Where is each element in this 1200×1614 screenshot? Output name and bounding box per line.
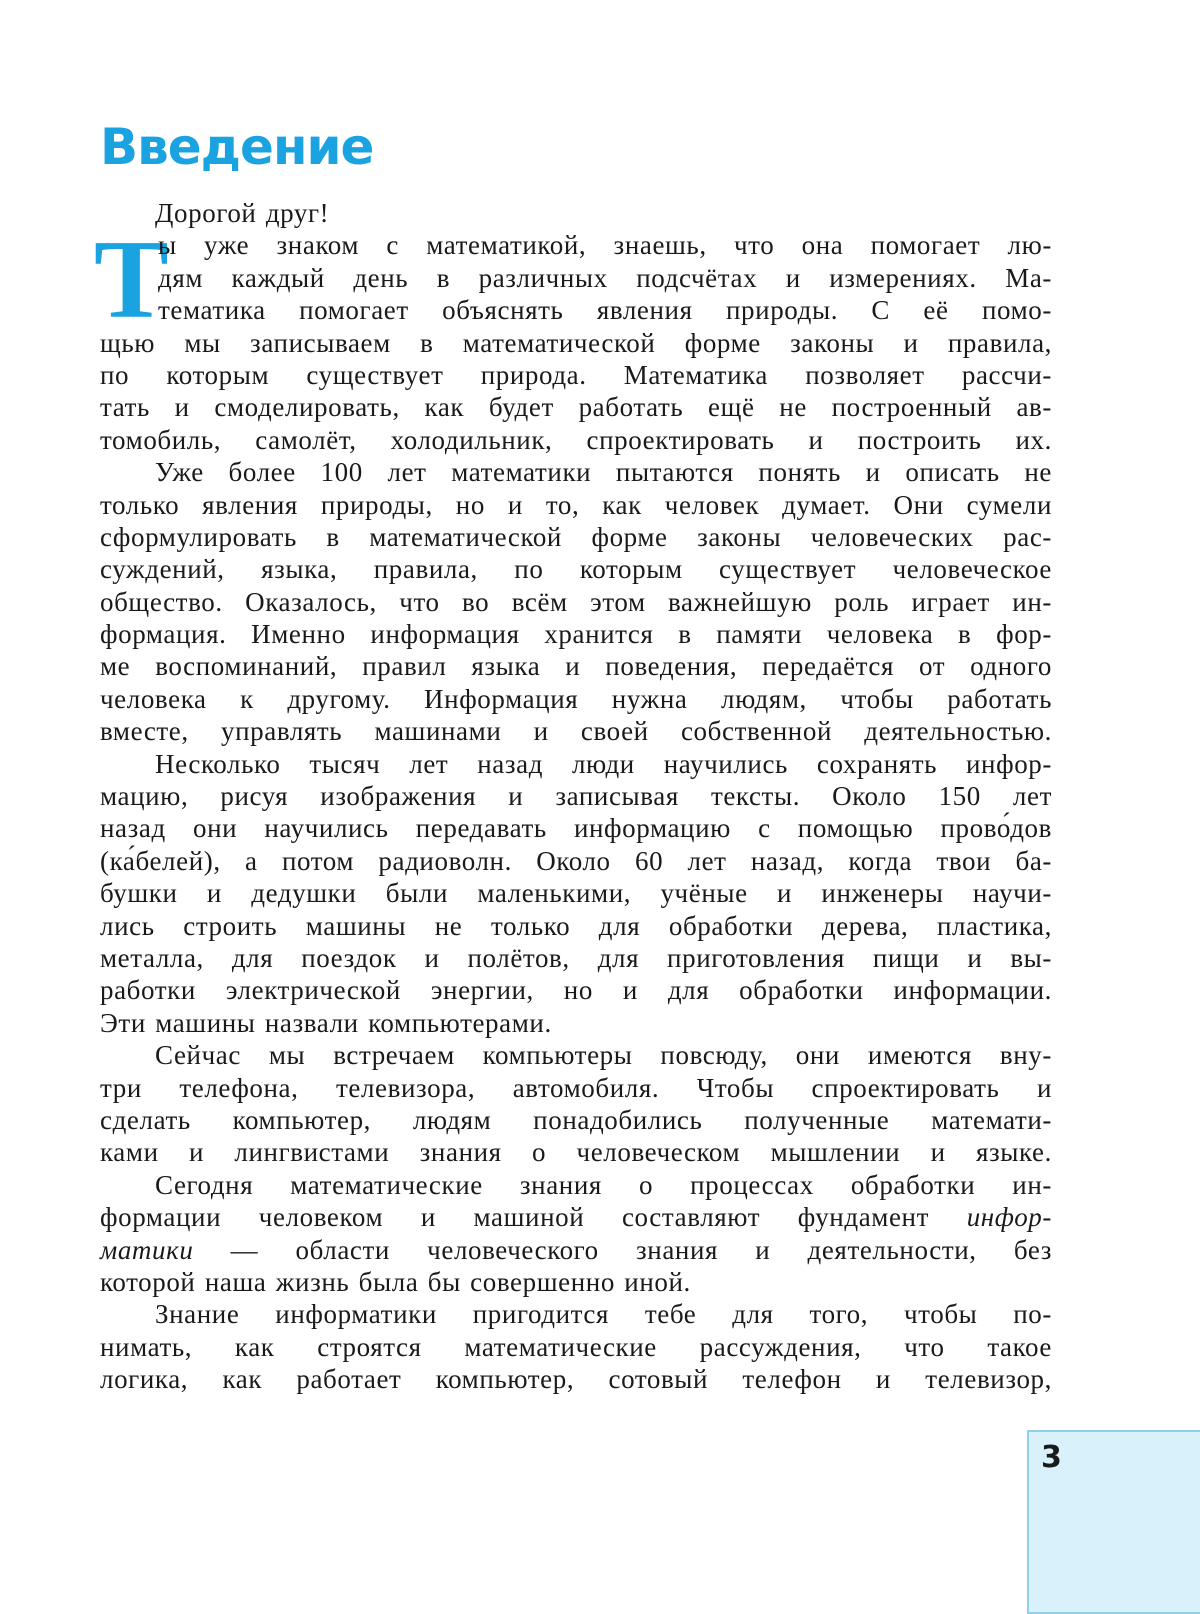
text-line [100, 845, 1052, 877]
italic-term: матики [100, 1234, 194, 1265]
text-line [100, 1104, 1052, 1136]
text-line [100, 650, 1052, 682]
text-line [100, 229, 1052, 261]
text-segment: человека к другому. Информация нужна людям, чтобы работать [100, 683, 1052, 714]
text-line [100, 1298, 1052, 1330]
text-segment: Дорогой друг! [155, 198, 330, 228]
text-segment: вместе, управлять машинами и своей собственной деятельностью. [100, 716, 1052, 747]
italic-term: инфор- [966, 1202, 1052, 1233]
text-segment: сформулировать в математической форме законы человеческих рас- [100, 521, 1052, 552]
text-segment: металла, для поездок и полётов, для приготовления пищи и вы- [100, 942, 1052, 973]
text-line [100, 974, 1052, 1006]
text-segment: лись строить машины не только для обработки дерева, пластика, [100, 910, 1052, 941]
text-segment: назад они научились передавать информацию с помощью прово́дов [100, 813, 1052, 844]
text-line [100, 877, 1052, 909]
text-segment: дям каждый день в различных подсчётах и измерениях. Ма- [158, 262, 1052, 293]
text-line [100, 456, 1052, 488]
text-segment: — области человеческого знания и деятельности, без [193, 1234, 1052, 1265]
text-segment: только явления природы, но и то, как человек думает. Они сумели [100, 489, 1052, 520]
text-line [100, 683, 1052, 715]
text-segment: тематика помогает объяснять явления природы. С её помо- [158, 295, 1052, 326]
text-line [100, 1169, 1052, 1201]
text-line [100, 197, 1052, 229]
text-segment: которой наша жизнь была бы совершенно иной. [100, 1266, 691, 1297]
text-segment: сделать компьютер, людям понадобились полученные математи- [100, 1104, 1052, 1135]
text-line [100, 586, 1052, 618]
text-line [100, 1234, 1052, 1266]
text-line [100, 521, 1052, 553]
text-line [100, 262, 1052, 294]
text-segment: Уже более 100 лет математики пытаются понять и описать не [155, 457, 1052, 488]
text-line [100, 1072, 1052, 1104]
text-line [100, 910, 1052, 942]
text-segment: ы уже знаком с математикой, знаешь, что она помогает лю- [158, 230, 1052, 261]
text-line [100, 424, 1052, 456]
text-line [100, 327, 1052, 359]
text-line [100, 812, 1052, 844]
page-title: Введение [100, 118, 374, 176]
text-segment: Эти машины назвали компьютерами. [100, 1007, 552, 1038]
page-number: 3 [1041, 1440, 1062, 1475]
page-number-box [1027, 1430, 1200, 1614]
text-segment: томобиль, самолёт, холодильник, спроектировать и построить их. [100, 424, 1052, 455]
text-line [100, 618, 1052, 650]
text-line [100, 489, 1052, 521]
text-segment: по которым существует природа. Математика позволяет рассчи- [100, 359, 1052, 390]
text-segment: (ка́белей), а потом радиоволн. Около 60 лет назад, когда твои ба- [100, 845, 1052, 876]
text-segment: Знание информатики пригодится тебе для того, чтобы по- [155, 1299, 1052, 1330]
text-line [100, 1136, 1052, 1168]
text-segment: тать и смоделировать, как будет работать ещё не построенный ав- [100, 392, 1052, 423]
text-line [100, 391, 1052, 423]
text-segment: логика, как работает компьютер, сотовый телефон и телевизор, [100, 1364, 1052, 1395]
text-segment: три телефона, телевизора, автомобиля. Чтобы спроектировать и [100, 1072, 1052, 1103]
text-line [100, 748, 1052, 780]
text-segment: Сейчас мы встречаем компьютеры повсюду, они имеются вну- [155, 1040, 1052, 1071]
text-segment: формации человеком и машиной составляют фундамент [100, 1202, 967, 1233]
text-segment: бушки и дедушки были маленькими, учёные и инженеры научи- [100, 878, 1052, 909]
text-line [100, 1201, 1052, 1233]
text-segment: работки электрической энергии, но и для обработки информации. [100, 975, 1052, 1006]
text-line [100, 1007, 1052, 1039]
text-line [100, 553, 1052, 585]
text-segment: ме воспоминаний, правил языка и поведения, передаётся от одного [100, 651, 1052, 682]
text-line [100, 715, 1052, 747]
body-text [100, 197, 1052, 1395]
text-line [100, 780, 1052, 812]
text-segment: суждений, языка, правила, по которым существует человеческое [100, 554, 1052, 585]
text-line [100, 359, 1052, 391]
text-segment: Несколько тысяч лет назад люди научились сохранять инфор- [155, 748, 1052, 779]
text-segment: нимать, как строятся математические рассуждения, что такое [100, 1331, 1052, 1362]
text-segment: общество. Оказалось, что во всём этом важнейшую роль играет ин- [100, 586, 1052, 617]
text-segment: мацию, рисуя изображения и записывая тексты. Около 150 лет [100, 781, 1052, 812]
text-line [100, 294, 1052, 326]
text-line [100, 1363, 1052, 1395]
text-line [100, 1039, 1052, 1071]
text-segment: Сегодня математические знания о процессах обработки ин- [155, 1169, 1052, 1200]
drop-cap: Т [94, 218, 169, 342]
text-segment: щью мы записываем в математической форме законы и правила, [100, 327, 1052, 358]
text-line [100, 942, 1052, 974]
text-segment: формация. Именно информация хранится в памяти человека в фор- [100, 619, 1052, 650]
text-segment: ками и лингвистами знания о человеческом мышлении и языке. [100, 1137, 1052, 1168]
text-line [100, 1266, 1052, 1298]
text-line [100, 1331, 1052, 1363]
